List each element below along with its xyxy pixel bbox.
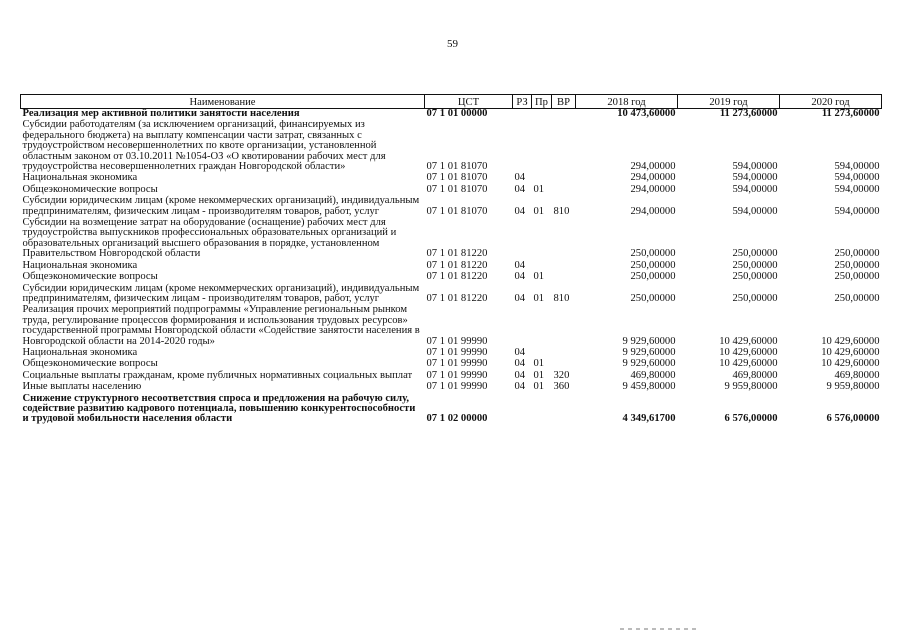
row-value-2018: 9 929,60000 [622, 346, 676, 358]
row-value-2018: 469,80000 [630, 369, 676, 381]
row-cst: 07 1 01 81220 [426, 248, 488, 260]
header-2018: 2018 год [576, 95, 678, 109]
row-value-2019: 250,00000 [732, 259, 778, 271]
row-value-2020: 594,00000 [834, 172, 880, 184]
row-pr: 01 [533, 205, 545, 217]
row-value-2020: 594,00000 [834, 205, 880, 217]
row-pr [532, 305, 552, 348]
row-vr [552, 261, 576, 272]
row-pr: 01 [533, 271, 545, 283]
row-vr: 320 [553, 369, 570, 381]
table-row [21, 394, 882, 426]
row-value-2019: 594,00000 [732, 161, 778, 173]
row-value-2020: 250,00000 [834, 248, 880, 260]
row-value-2020: 10 429,60000 [821, 335, 880, 347]
row-value-2018: 250,00000 [630, 248, 676, 260]
budget-table [20, 94, 882, 426]
row-pr [532, 109, 552, 121]
table-row [21, 120, 882, 173]
row-cst: 07 1 01 81070 [426, 161, 488, 173]
row-name: Реализация прочих мероприятий подпрограммы «Управление региональным рынком труда, регулирование процессов формирования и использования трудовых ресурсов» государственной программы Новгородской области «Содействие занятости населения в Новгородской области на 2014-2020 годы» [22, 304, 420, 347]
row-value-2020: 10 429,60000 [821, 358, 880, 370]
row-cst: 07 1 01 81070 [426, 205, 488, 217]
table-body [21, 109, 882, 426]
row-name: Общеэкономические вопросы [22, 271, 158, 283]
row-value-2019: 594,00000 [732, 183, 778, 195]
row-vr [552, 272, 576, 283]
row-cst: 07 1 01 81220 [426, 292, 488, 304]
row-name: Социальные выплаты гражданам, кроме публичных нормативных социальных выплат [22, 369, 413, 381]
row-cst: 07 1 01 81070 [426, 172, 488, 184]
row-name: Реализация мер активной политики занятости населения [22, 108, 300, 119]
header-2020: 2020 год [780, 95, 882, 109]
row-name: Субсидии работодателям (за исключением организаций, финансируемых из федерального бюджета) на выплату компенсации части затрат, связанных с трудоустройством несовершеннолетних по квоте организации, установленной областным законом от 03.10.2011 №1054-ОЗ «О квотировании рабочих мест для трудоустройства несовершеннолетних граждан Новгородской области» [22, 119, 386, 173]
row-pr [532, 218, 552, 261]
row-value-2018: 294,00000 [630, 183, 676, 195]
table-row [21, 284, 882, 306]
row-rz: 04 [514, 346, 526, 358]
row-vr: 360 [553, 381, 570, 393]
row-vr [552, 109, 576, 121]
row-value-2019: 250,00000 [732, 271, 778, 283]
row-name: Снижение структурного несоответствия спроса и предложения на рабочую силу, содействие развитию кадрового потенциала, повышению конкурентоспособности и трудовой мобильности населения области [22, 392, 416, 425]
row-cst: 07 1 01 81070 [426, 183, 488, 195]
header-vr: ВР [552, 95, 576, 109]
row-value-2020: 250,00000 [834, 271, 880, 283]
row-cst: 07 1 01 81220 [426, 271, 488, 283]
row-cst: 07 1 02 00000 [426, 413, 488, 425]
row-pr: 01 [533, 183, 545, 195]
row-name: Национальная экономика [22, 259, 138, 271]
row-value-2019: 250,00000 [732, 248, 778, 260]
row-rz: 04 [514, 358, 526, 370]
row-rz: 04 [514, 292, 526, 304]
row-pr: 01 [533, 358, 545, 370]
row-rz: 04 [514, 205, 526, 217]
row-name: Национальная экономика [22, 172, 138, 184]
row-rz: 04 [514, 271, 526, 283]
row-vr [552, 348, 576, 359]
row-vr [552, 218, 576, 261]
row-value-2018: 4 349,61700 [622, 413, 676, 425]
row-name: Общеэкономические вопросы [22, 183, 158, 195]
row-value-2019: 6 576,00000 [724, 413, 778, 425]
row-name: Общеэкономические вопросы [22, 358, 158, 370]
row-vr: 810 [553, 205, 570, 217]
page-number: 59 [447, 38, 458, 50]
row-value-2018: 10 473,60000 [617, 108, 676, 119]
row-value-2019: 10 429,60000 [719, 346, 778, 358]
row-value-2020: 250,00000 [834, 292, 880, 304]
header-cst: ЦСТ [425, 95, 513, 109]
row-value-2020: 11 273,60000 [821, 108, 880, 119]
row-value-2018: 294,00000 [630, 205, 676, 217]
row-vr: 810 [553, 292, 570, 304]
row-pr: 01 [533, 381, 545, 393]
table-row [21, 382, 882, 393]
row-value-2018: 250,00000 [630, 259, 676, 271]
row-cst: 07 1 01 00000 [426, 108, 488, 119]
row-cst: 07 1 01 81220 [426, 259, 488, 271]
row-rz [513, 120, 532, 173]
row-value-2019: 469,80000 [732, 369, 778, 381]
row-cst: 07 1 01 99990 [426, 358, 488, 370]
row-value-2019: 250,00000 [732, 292, 778, 304]
header-2019: 2019 год [678, 95, 780, 109]
scan-artifact [620, 628, 700, 630]
row-cst: 07 1 01 99990 [426, 381, 488, 393]
header-pr: Пр [532, 95, 552, 109]
row-value-2020: 9 959,80000 [826, 381, 880, 393]
row-vr [552, 394, 576, 426]
row-name: Субсидии юридическим лицам (кроме некоммерческих организаций), индивидуальным предпринимателям, физическим лицам - производителям товаров, работ, услуг [22, 195, 420, 217]
row-value-2020: 469,80000 [834, 369, 880, 381]
row-name: Субсидии на возмещение затрат на оборудование (оснащение) рабочих мест для трудоустройства выпускников профессиональных образовательных организаций и образовательных организаций высшего образования в порядке, установленном Правительством Новгородской области [22, 217, 397, 260]
row-value-2020: 6 576,00000 [826, 413, 880, 425]
row-value-2018: 9 459,80000 [622, 381, 676, 393]
header-rz: РЗ [513, 95, 532, 109]
row-value-2019: 594,00000 [732, 205, 778, 217]
row-vr [552, 185, 576, 196]
row-rz [513, 218, 532, 261]
row-value-2020: 10 429,60000 [821, 346, 880, 358]
row-value-2018: 294,00000 [630, 161, 676, 173]
row-value-2018: 250,00000 [630, 271, 676, 283]
row-rz [513, 394, 532, 426]
row-value-2018: 9 929,60000 [622, 358, 676, 370]
table-row [21, 218, 882, 261]
row-value-2019: 10 429,60000 [719, 358, 778, 370]
table-header-row [21, 95, 882, 109]
row-name: Субсидии юридическим лицам (кроме некоммерческих организаций), индивидуальным предпринимателям, физическим лицам - производителям товаров, работ, услуг [22, 282, 420, 304]
row-value-2020: 594,00000 [834, 161, 880, 173]
row-value-2020: 250,00000 [834, 259, 880, 271]
row-pr [532, 394, 552, 426]
header-name: Наименование [21, 95, 425, 109]
table-row [21, 272, 882, 283]
row-vr [552, 120, 576, 173]
row-cst: 07 1 01 99990 [426, 346, 488, 358]
row-rz [513, 305, 532, 348]
row-cst: 07 1 01 99990 [426, 369, 488, 381]
row-pr [532, 120, 552, 173]
row-rz: 04 [514, 369, 526, 381]
row-value-2019: 9 959,80000 [724, 381, 778, 393]
row-pr: 01 [533, 369, 545, 381]
row-vr [552, 305, 576, 348]
row-value-2018: 294,00000 [630, 172, 676, 184]
table-row [21, 305, 882, 348]
row-value-2019: 594,00000 [732, 172, 778, 184]
row-rz [513, 109, 532, 121]
row-value-2018: 9 929,60000 [622, 335, 676, 347]
row-cst: 07 1 01 99990 [426, 335, 488, 347]
row-value-2019: 11 273,60000 [719, 108, 778, 119]
row-rz: 04 [514, 183, 526, 195]
row-rz: 04 [514, 381, 526, 393]
row-rz: 04 [514, 172, 526, 184]
row-vr [552, 173, 576, 184]
row-rz: 04 [514, 259, 526, 271]
row-value-2018: 250,00000 [630, 292, 676, 304]
row-name: Национальная экономика [22, 346, 138, 358]
row-value-2020: 594,00000 [834, 183, 880, 195]
row-value-2019: 10 429,60000 [719, 335, 778, 347]
table-row [21, 196, 882, 218]
row-name: Иные выплаты населению [22, 381, 142, 393]
row-pr: 01 [533, 292, 545, 304]
